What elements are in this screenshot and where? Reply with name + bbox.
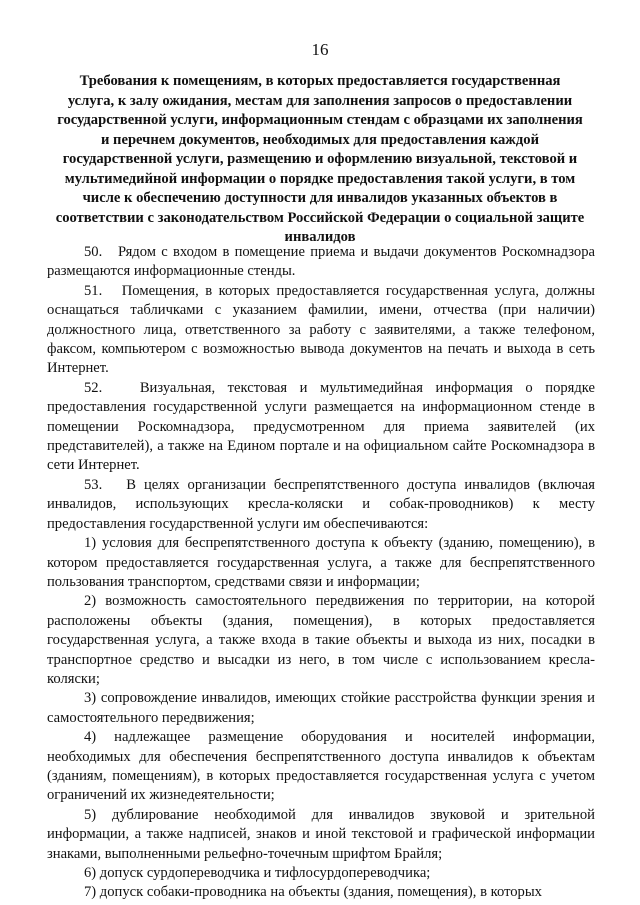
paragraph-52: 52. Визуальная, текстовая и мультимедийная информация о порядке предоставления государственной услуги размещается на информационном стенде в помещении Роскомнадзора, предусмотренном для приема заявителей (их представителей), а также на Едином портале и на официальном сайте Роскомнадзора в сети Интернет. [47,379,595,474]
heading-line: услуга, к залу ожидания, местам для заполнения запросов о предоставлении [67,92,573,109]
heading-line: государственной услуги, размещению и оформлению визуальной, текстовой и [62,151,578,167]
list-item-3: 3) сопровождение инвалидов, имеющих стойкие расстройства функции зрения и самостоятельного передвижения; [47,690,595,726]
section-heading [40,72,600,248]
heading-line: и перечнем документов, необходимых для предоставления каждой [101,131,539,148]
list-item-2: 2) возможность самостоятельного передвижения по территории, на которой расположены объекты (здания, помещения), в которых предоставляется государственная услуга, а также входа в такие объекты и выхода из них, посадки в транспортное средство и высадки из него, в том числе с использованием кресла-коляски; [47,593,595,687]
list-item-5: 5) дублирование необходимой для инвалидов звуковой и зрительной информации, а также надписей, знаков и иной текстовой и графической информации знаками, выполненными рельефно-точечным шрифтом Брайля; [47,806,595,862]
heading-line: числе к обеспечению доступности для инвалидов указанных объектов в [82,190,558,206]
paragraph-51: 51. Помещения, в которых предоставляется государственная услуга, должны оснащаться табличками с указанием фамилии, имени, отчества (при наличии) должностного лица, ответственного за работу с заявителями, а также телефоном, факсом, компьютером с возможностью вывода документов на печать и выхода в сеть Интернет. [47,282,595,377]
paragraph-50: 50. Рядом с входом в помещение приема и выдачи документов Роскомнадзора размещаются информационные стенды. [47,244,595,280]
page-number: 16 [311,40,329,59]
heading-line: соответствии с законодательством Российской Федерации о социальной защите [55,209,585,226]
list-item-7: 7) допуск собаки-проводника на объекты (здания, помещения), в которых [84,884,542,901]
list-item-1: 1) условия для беспрепятственного доступа к объекту (зданию, помещению), в котором предоставляется государственная услуга, а также для беспрепятственного пользования транспортом, средствами связи и информации; [47,535,595,590]
list-item-6: 6) допуск сурдопереводчика и тифлосурдопереводчика; [84,865,431,881]
list-item-4: 4) надлежащее размещение оборудования и носителей информации, необходимых для обеспечения беспрепятственного доступа инвалидов к объектам (зданиям, помещениям), в которых предоставляется государственная услуга с учетом ограничений их жизнедеятельности; [47,729,595,804]
heading-line: государственной услуги, информационным стендам с образцами их заполнения [57,112,583,128]
heading-line: мультимедийной информации о порядке предоставления такой услуги, в том [64,170,576,187]
body-text [47,243,595,903]
heading-line: инвалидов [284,229,356,245]
paragraph-53: 53. В целях организации беспрепятственного доступа инвалидов (включая инвалидов, использующих кресла-коляски и собак-проводников) к месту предоставления государственной услуги им обеспечиваются: [47,476,595,532]
heading-line: Требования к помещениям, в которых предоставляется государственная [79,73,561,89]
